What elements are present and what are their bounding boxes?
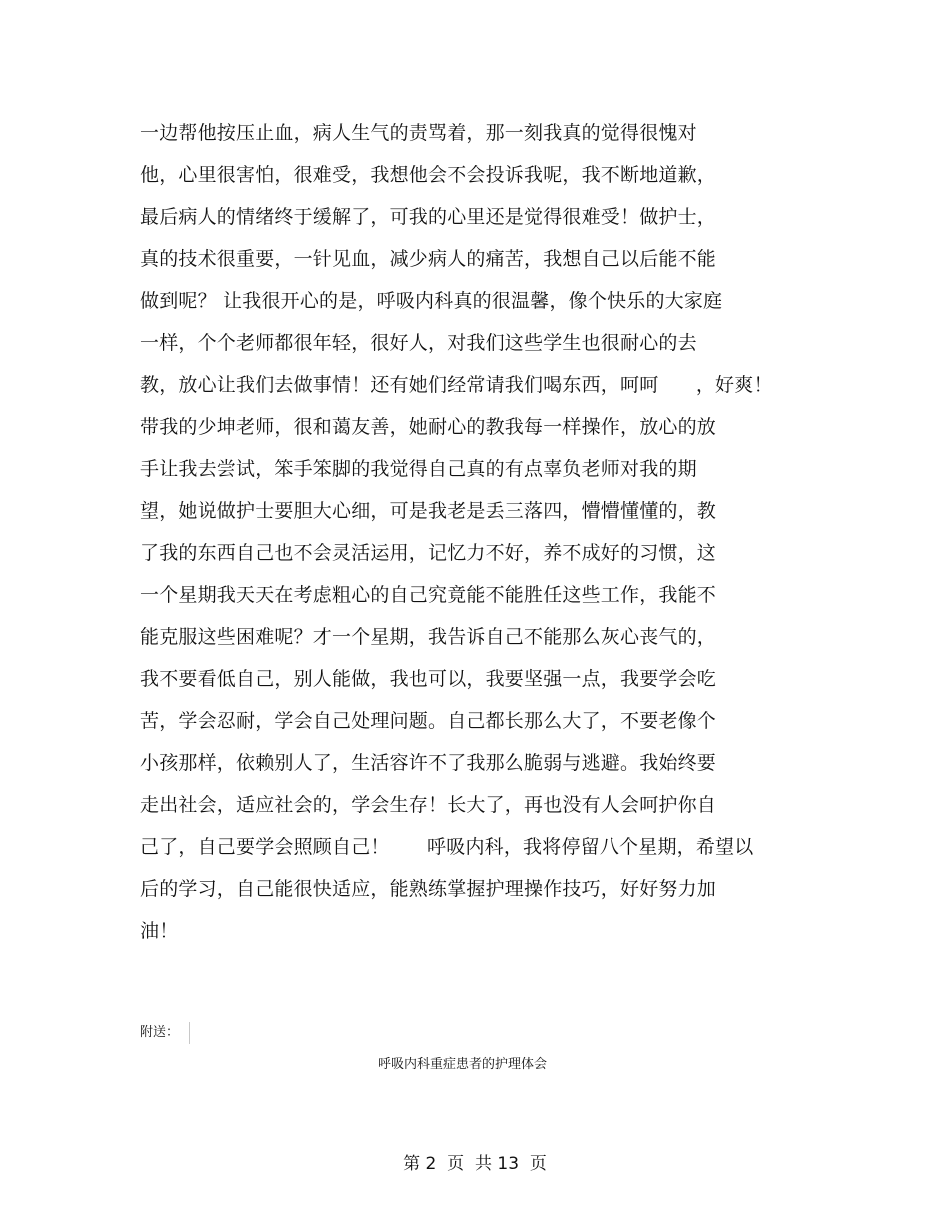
text-line-18: 己了，自己要学会照顾自己！ 呼吸内科，我将停留八个星期，希望以 xyxy=(140,836,754,858)
text-line-2: 他，心里很害怕，很难受，我想他会不会投诉我呢，我不断地道歉， xyxy=(140,164,717,186)
appendix-label: 附送： xyxy=(140,1025,180,1040)
text-line-17: 走出社会，适应社会的，学会生存！长大了，再也没有人会呵护你自 xyxy=(140,794,717,816)
text-line-8: 带我的少坤老师，很和蔼友善，她耐心的教我每一样操作，放心的放 xyxy=(140,416,717,438)
text-line-13: 能克服这些困难呢？才一个星期，我告诉自己不能那么灰心丧气的， xyxy=(140,626,717,648)
text-line-7: 教，放心让我们去做事情！还有她们经常请我们喝东西，呵呵 ，好爽！ xyxy=(140,374,773,396)
text-line-9: 手让我去尝试，笨手笨脚的我觉得自己真的有点辜负老师对我的期 xyxy=(140,458,697,480)
appendix-title: 呼吸内科重症患者的护理体会 xyxy=(377,1057,547,1072)
text-line-16: 小孩那样，依赖别人了，生活容许不了我那么脆弱与逃避。我始终要 xyxy=(140,752,717,774)
appendix-divider xyxy=(189,1022,190,1044)
page-number-footer: 第 2 页 共 13 页 xyxy=(403,1154,547,1174)
text-line-15: 苦，学会忍耐，学会自己处理问题。自己都长那么大了，不要老像个 xyxy=(140,710,717,732)
text-line-19: 后的学习，自己能很快适应，能熟练掌握护理操作技巧，好好努力加 xyxy=(140,878,717,900)
text-line-3: 最后病人的情绪终于缓解了，可我的心里还是觉得很难受！做护士， xyxy=(140,206,717,228)
text-line-6: 一样，个个老师都很年轻，很好人，对我们这些学生也很耐心的去 xyxy=(140,332,697,354)
text-line-12: 一个星期我天天在考虑粗心的自己究竟能不能胜任这些工作，我能不 xyxy=(140,584,717,606)
text-line-11: 了我的东西自己也不会灵活运用，记忆力不好，养不成好的习惯，这 xyxy=(140,542,717,564)
appendix-row xyxy=(140,1021,190,1045)
text-line-10: 望，她说做护士要胆大心细，可是我老是丢三落四，懵懵懂懂的，教 xyxy=(140,500,717,522)
text-line-1: 一边帮他按压止血，病人生气的责骂着，那一刻我真的觉得很愧对 xyxy=(140,122,697,144)
text-line-20: 油！ xyxy=(140,920,179,942)
text-line-5: 做到呢？ 让我很开心的是，呼吸内科真的很温馨，像个快乐的大家庭 xyxy=(140,290,723,312)
body-text xyxy=(140,112,840,952)
text-line-4: 真的技术很重要，一针见血，减少病人的痛苦，我想自己以后能不能 xyxy=(140,248,717,270)
text-line-14: 我不要看低自己，别人能做，我也可以，我要坚强一点，我要学会吃 xyxy=(140,668,717,690)
